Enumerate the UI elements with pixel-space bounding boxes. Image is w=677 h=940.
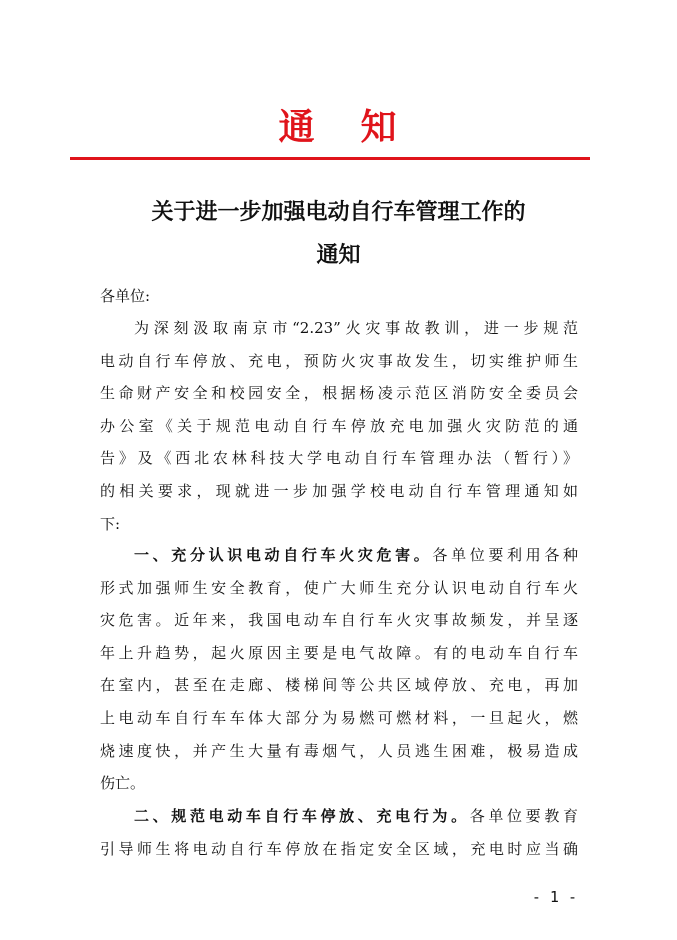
paragraph-line: 灾危害。近年来，我国电动车自行车火灾事故频发，并呈逐 bbox=[100, 611, 578, 630]
notice-banner bbox=[0, 104, 677, 152]
red-divider-rule bbox=[70, 157, 590, 160]
notice-banner-char-1: 通 bbox=[278, 107, 317, 148]
paragraph-line bbox=[100, 800, 578, 833]
paragraph-line: 年上升趋势，起火原因主要是电气故障。有的电动车自行车 bbox=[100, 643, 578, 662]
paragraph-line: 电动自行车停放、充电，预防火灾事故发生，切实维护师生 bbox=[100, 351, 578, 370]
salutation: 各单位: bbox=[100, 287, 151, 305]
paragraph-line: 告》及《西北农林科技大学电动自行车管理办法（暂行）》 bbox=[100, 449, 578, 468]
paragraph-line: 为深刻汲取南京市“2.23”火灾事故教训，进一步规范 bbox=[134, 319, 578, 337]
paragraph-line: 上电动车自行车车体大部分为易燃可燃材料，一旦起火，燃 bbox=[100, 708, 578, 727]
paragraph-line bbox=[100, 539, 578, 572]
paragraph-line: 办公室《关于规范电动自行车停放充电加强火灾防范的通 bbox=[100, 416, 578, 435]
document-title-line-1: 关于进一步加强电动自行车管理工作的 bbox=[151, 199, 526, 225]
paragraph-line: 的相关要求，现就进一步加强学校电动自行车管理通知如 bbox=[100, 481, 578, 500]
paragraph-line: 伤亡。 bbox=[100, 774, 146, 793]
paragraph-section-1 bbox=[100, 539, 578, 800]
paragraph-line: 引导师生将电动自行车停放在指定安全区域，充电时应当确 bbox=[100, 839, 578, 858]
paragraph-line: 生命财产安全和校园安全，根据杨凌示范区消防安全委员会 bbox=[100, 384, 578, 403]
paragraph-section-2 bbox=[100, 800, 578, 865]
paragraph-line: 下: bbox=[100, 514, 121, 533]
paragraph-intro bbox=[100, 312, 578, 540]
paragraph-line-text: 各单位要利用各种 bbox=[432, 546, 578, 564]
paragraph-line: 形式加强师生安全教育，使广大师生充分认识电动自行车火 bbox=[100, 578, 578, 597]
section-heading: 二、规范电动车自行车停放、充电行为。 bbox=[134, 807, 470, 825]
notice-banner-char-2: 知 bbox=[360, 107, 399, 148]
paragraph-line: 烧速度快，并产生大量有毒烟气，人员逃生困难，极易造成 bbox=[100, 741, 578, 760]
paragraph-line: 在室内，甚至在走廊、楼梯间等公共区域停放、充电，再加 bbox=[100, 676, 578, 695]
paragraph-line-text: 各单位要教育 bbox=[469, 807, 578, 825]
section-heading: 一、充分认识电动自行车火灾危害。 bbox=[134, 546, 433, 564]
document-title-line-2: 通知 bbox=[316, 242, 361, 268]
page-number: - 1 - bbox=[531, 888, 577, 906]
